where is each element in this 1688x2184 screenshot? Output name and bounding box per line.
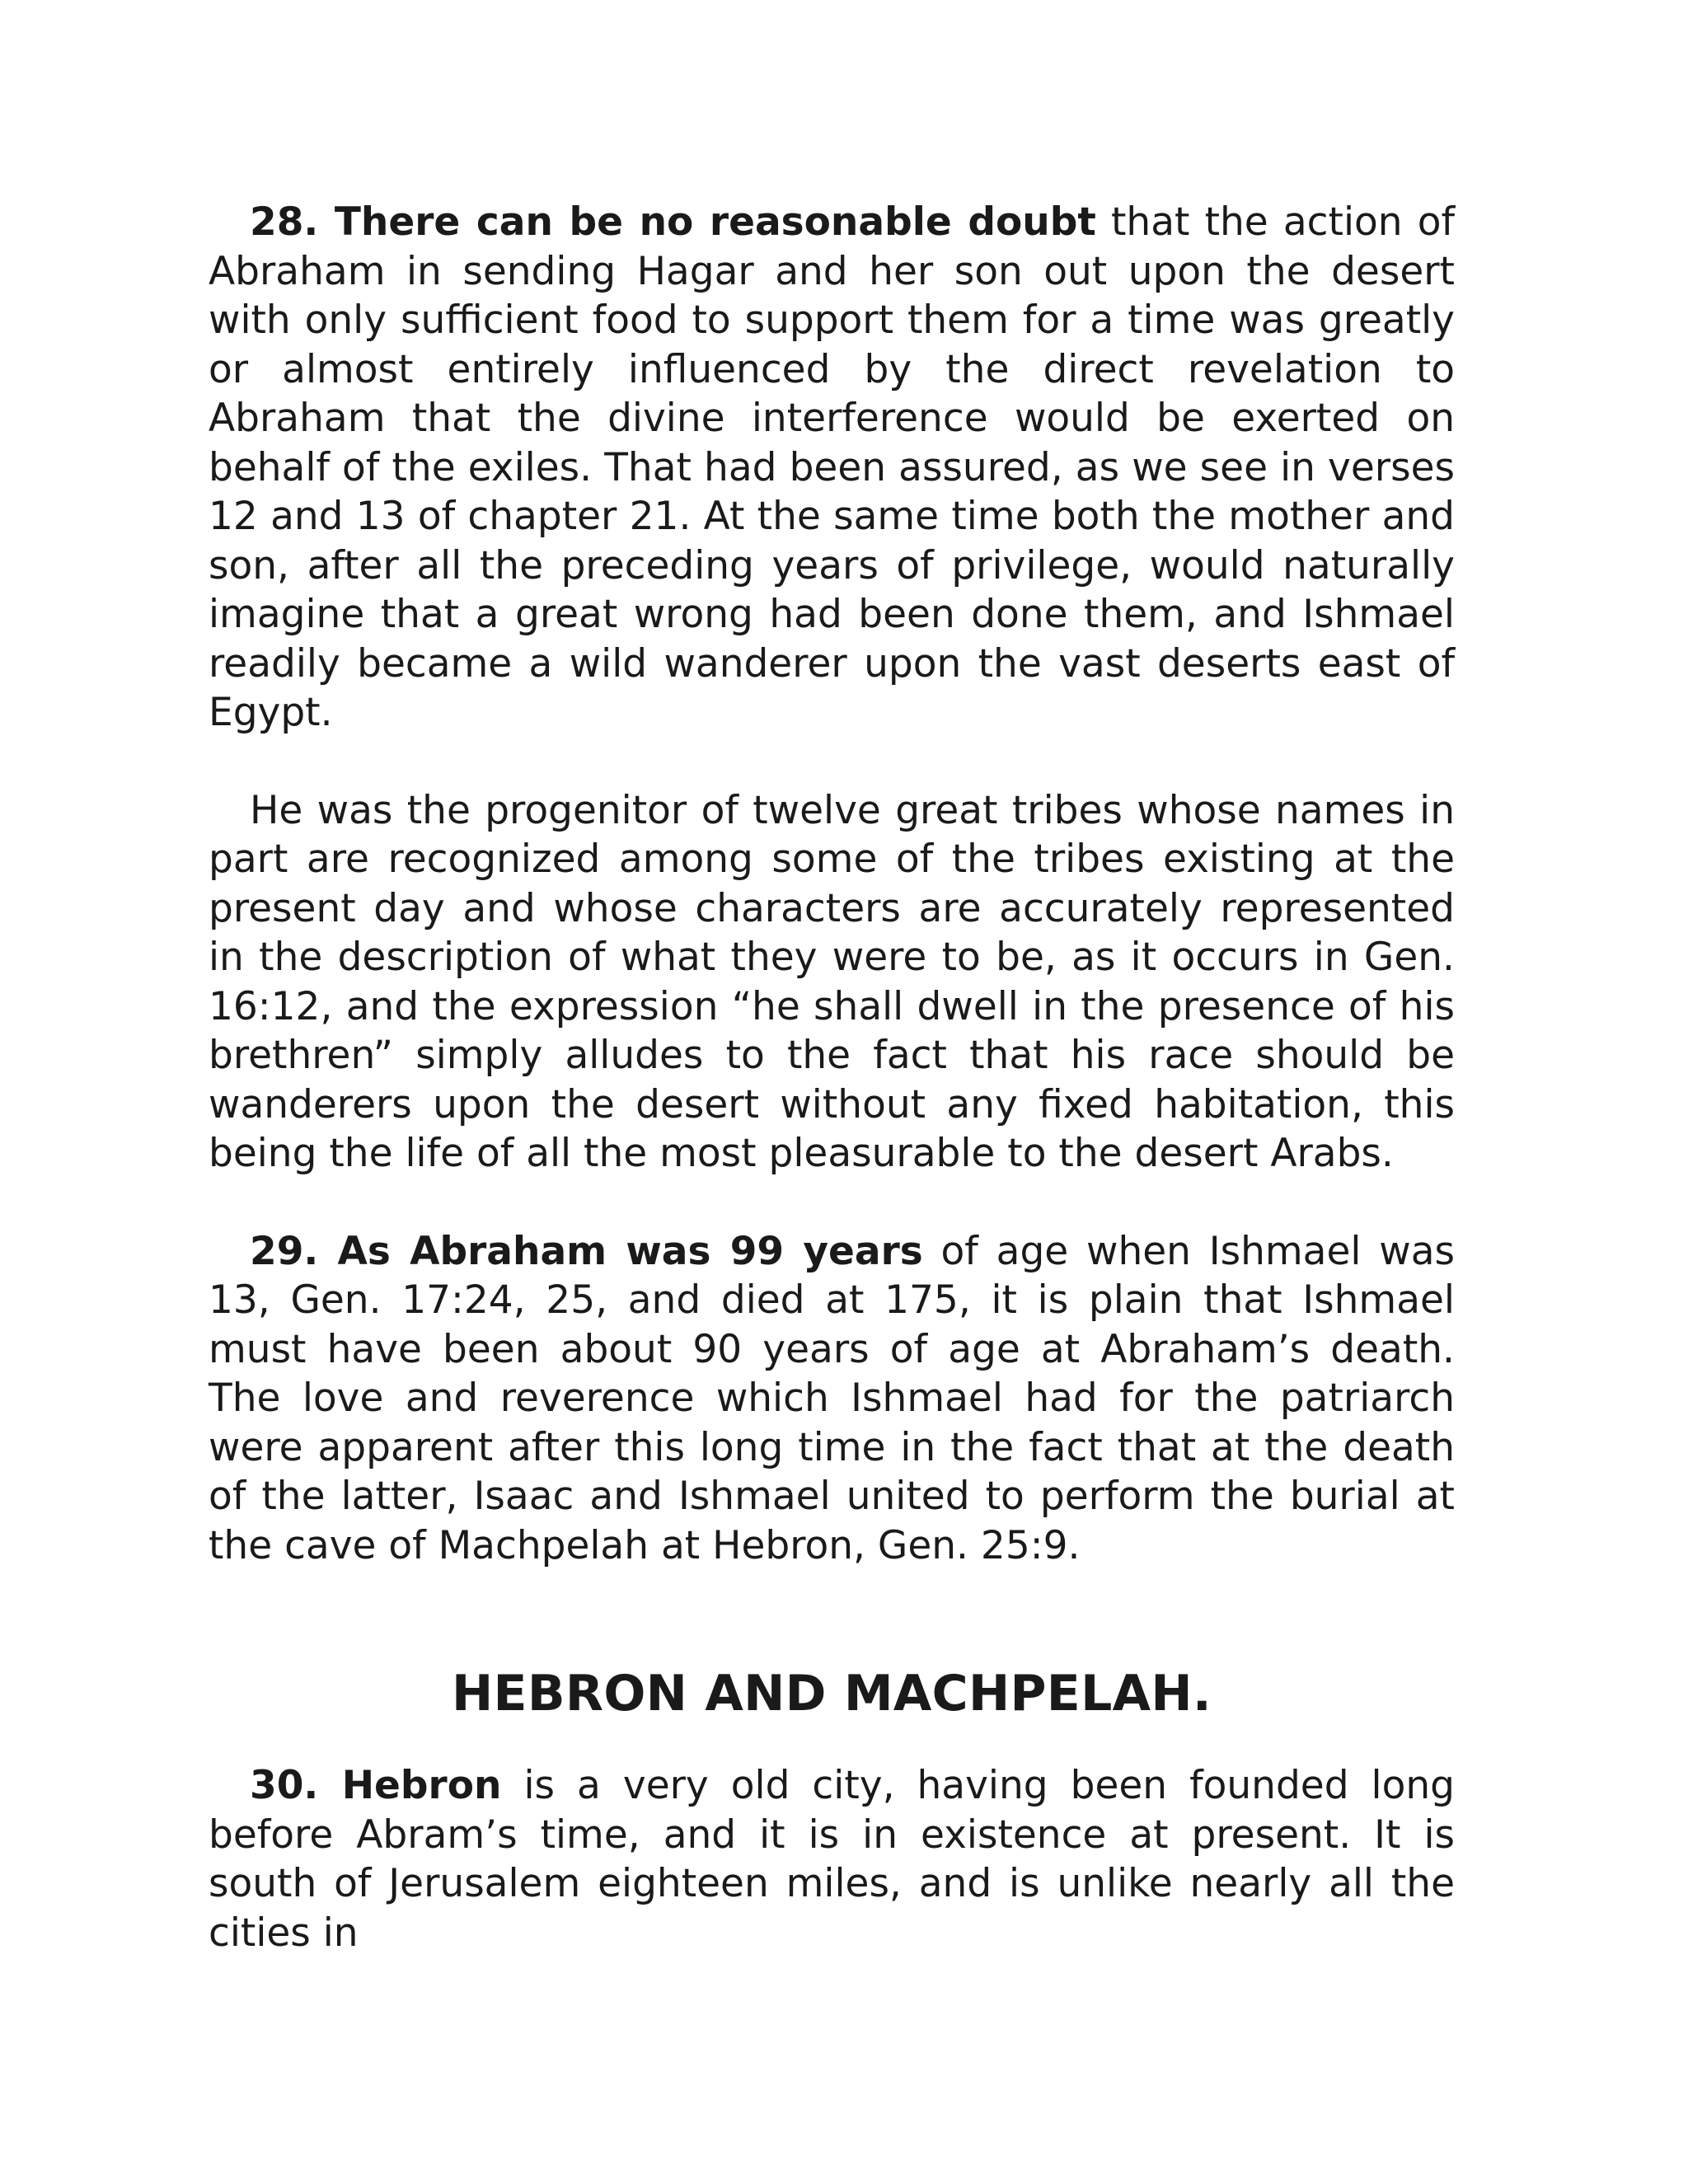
paragraph-30 bbox=[209, 1761, 1455, 1957]
paragraph-lead: 28. There can be no reasonable doubt bbox=[250, 199, 1096, 245]
paragraph-29 bbox=[209, 1227, 1455, 1571]
section-heading: HEBRON AND MACHPELAH. bbox=[452, 1665, 1212, 1722]
paragraph-text: of age when Ishmael was 13, Gen. 17:24, 25, and died at 175, it is plain that Ishmael must have been about 90 years of age at Abraham’s death. The love and reverence which Ishmael had for the patriarch were apparent after this long time in the fact that at the death of the latter, Isaac and Ishmael united to perform the burial at the cave of Machpelah at Hebron, Gen. 25:9. bbox=[209, 1228, 1455, 1568]
paragraph-progenitor bbox=[209, 786, 1455, 1179]
paragraph-text: He was the progenitor of twelve great tribes whose names in part are recognized among some of the tribes existing at the present day and whose characters are accurately represented in the description of what they were to be, as it occurs in Gen. 16:12, and the expression “he shall dwell in the presence of his brethren” simply alludes to the fact that his race should be wanderers upon the desert without any fixed habitation, this being the life of all the most pleasurable to the desert Arabs. bbox=[209, 787, 1455, 1176]
paragraph-text: that the action of Abraham in sending Hagar and her son out upon the desert with only sufficient food to support them for a time was greatly or almost entirely influenced by the direct revelation to Abraham that the divine interference would be exerted on behalf of the exiles. That had been assured, as we see in verses 12 and 13 of chapter 21. At the same time both the mother and son, after all the preceding years of privilege, would naturally imagine that a great wrong had been done them, and Ishmael readily became a wild wanderer upon the vast deserts east of Egypt. bbox=[209, 199, 1455, 735]
paragraph-lead: 30. Hebron bbox=[250, 1763, 502, 1808]
document-page bbox=[209, 198, 1455, 1957]
paragraph-lead: 29. As Abraham was 99 years bbox=[250, 1228, 923, 1274]
paragraph-text: is a very old city, having been founded long before Abram’s time, and it is in existence at present. It is south of Jerusalem eighteen miles, and is unlike nearly all the cities in bbox=[209, 1763, 1455, 1956]
paragraph-28 bbox=[209, 198, 1455, 738]
